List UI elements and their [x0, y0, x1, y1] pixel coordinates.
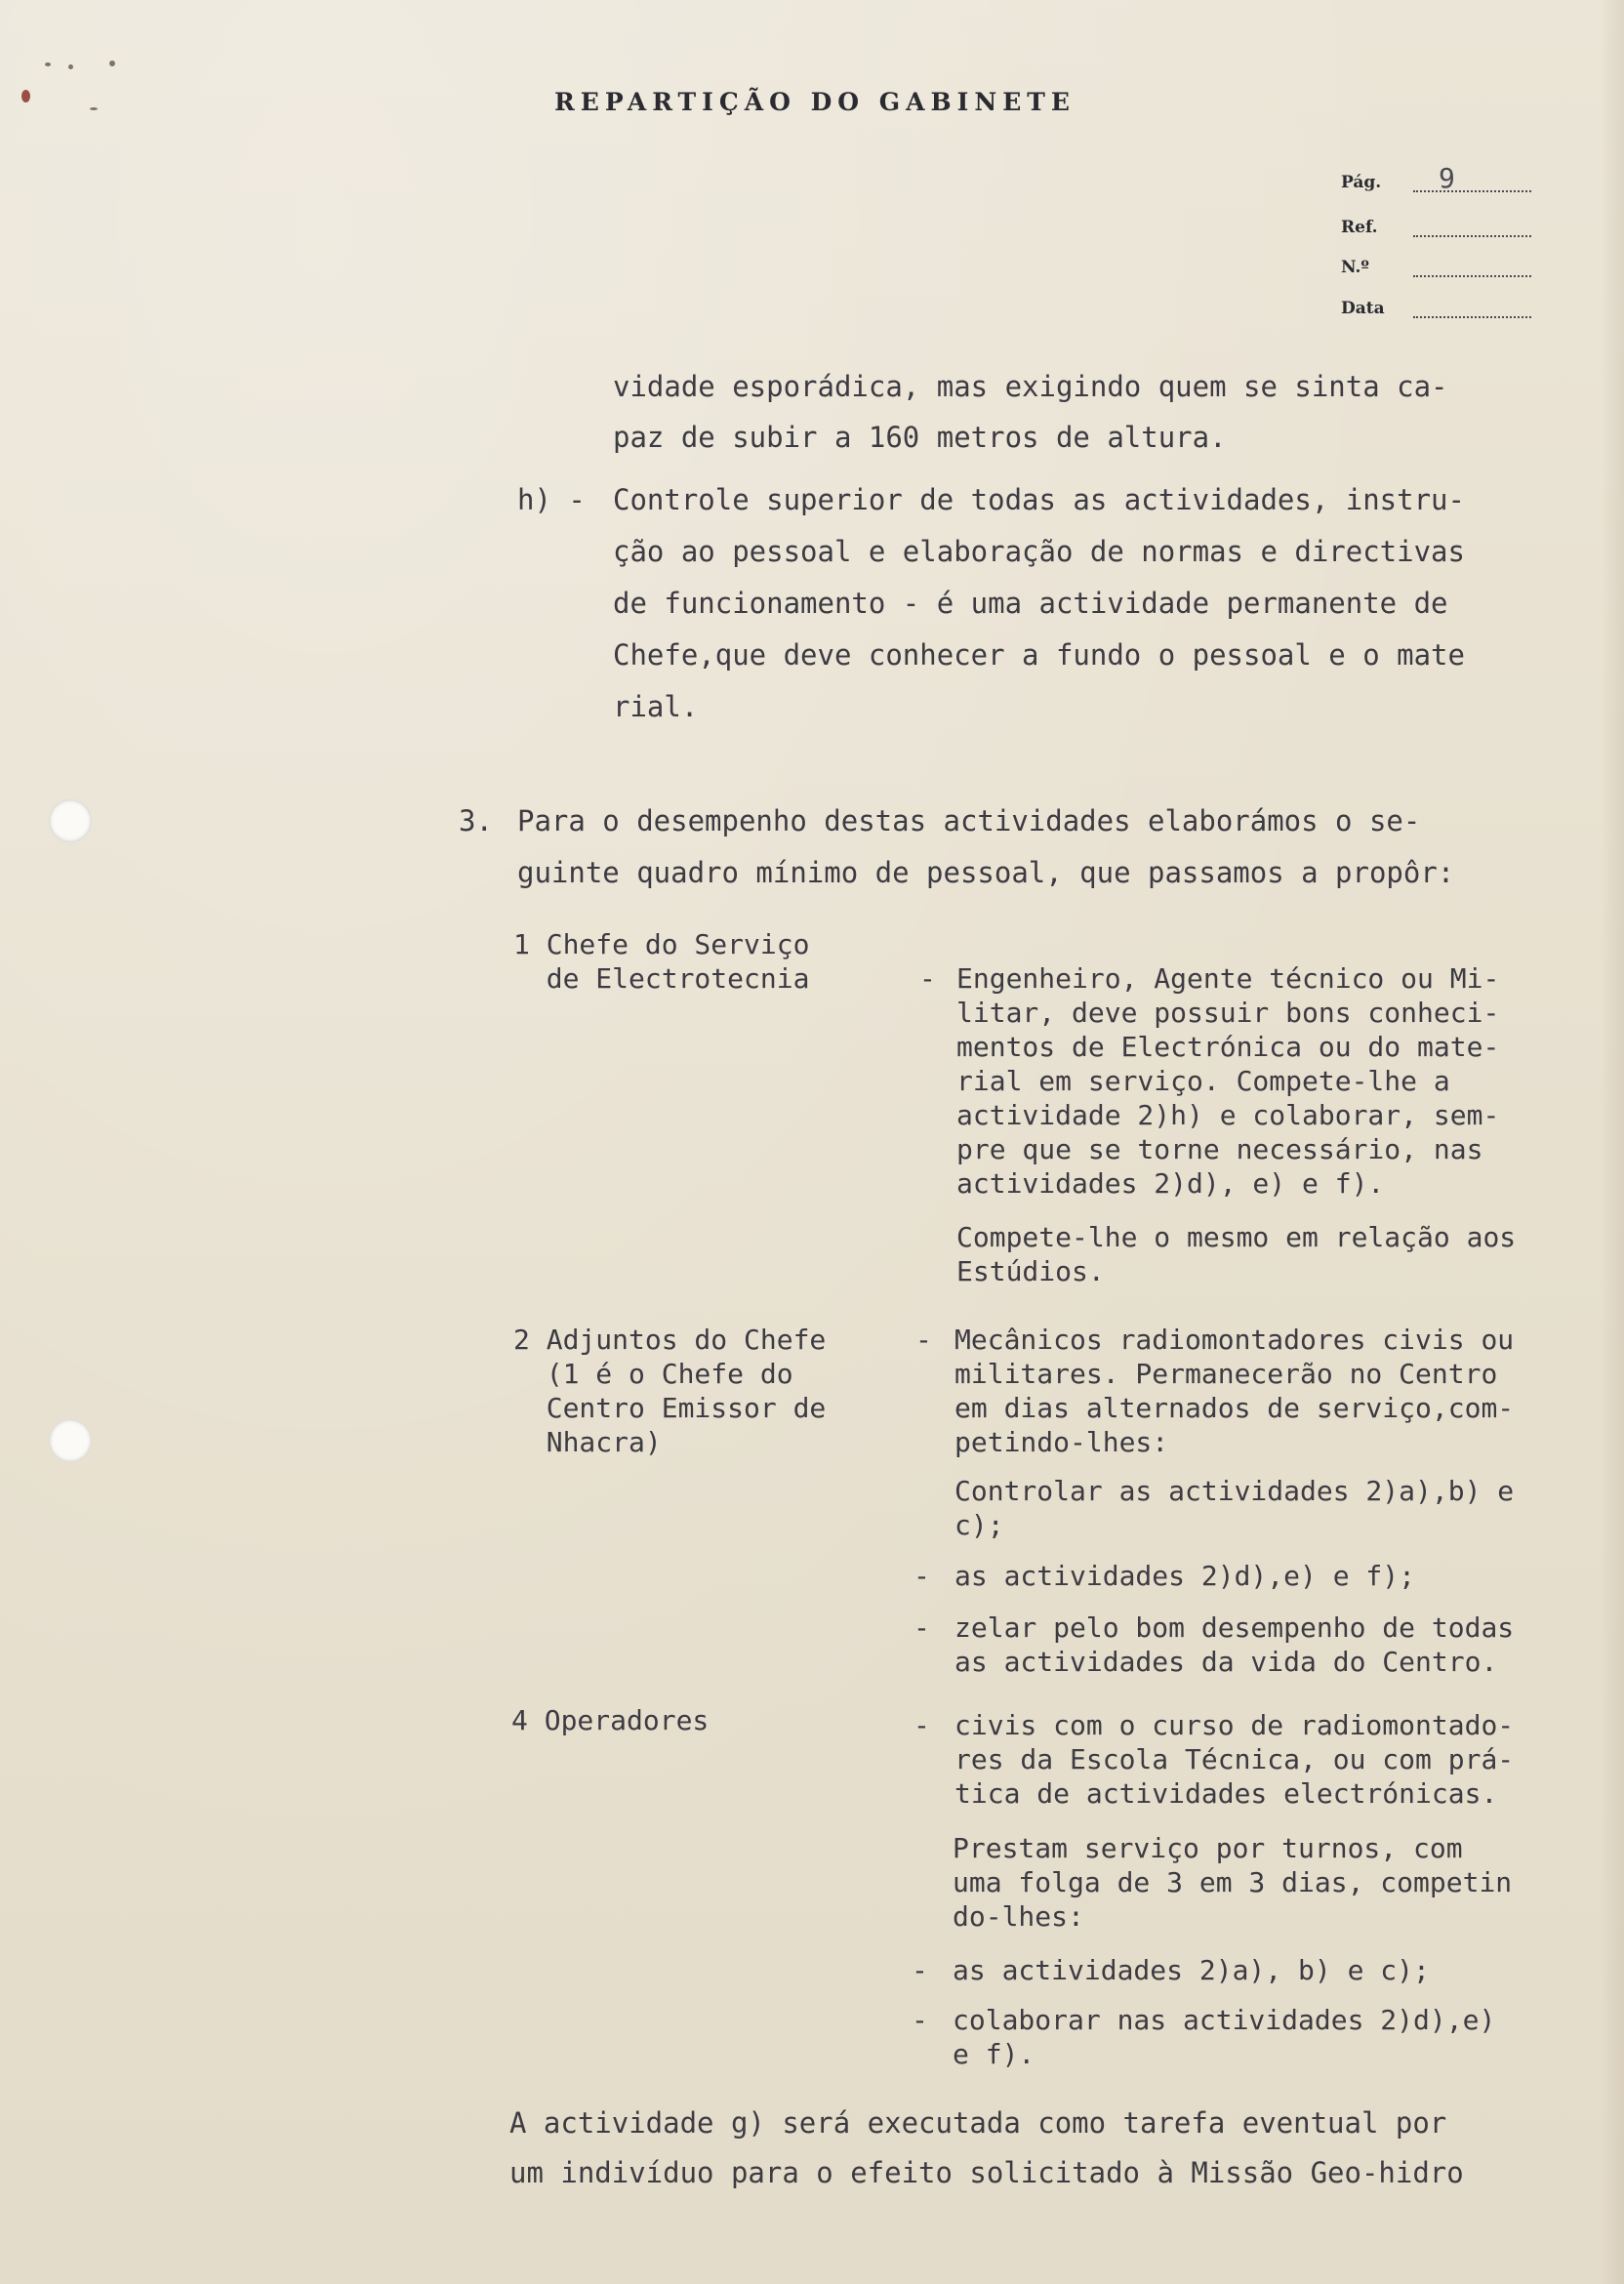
- meta-page-row: [1341, 162, 1531, 196]
- ink-speck: [21, 90, 30, 102]
- meta-ref-label: Ref.: [1341, 218, 1378, 237]
- staff-role-line: 4 Operadores: [511, 1704, 710, 1736]
- staff-role-line: (1 é o Chefe do: [513, 1358, 793, 1390]
- staff-desc-line: civis com o curso de radiomontado-: [954, 1709, 1515, 1741]
- item-h-line: Chefe,que deve conhecer a fundo o pessoal e o mate: [613, 638, 1465, 672]
- staff-desc-line: militares. Permanecerão no Centro: [954, 1358, 1498, 1390]
- letterhead-title: REPARTIÇÃO DO GABINETE: [554, 88, 1076, 116]
- body-text-line: vidade esporádica, mas exigindo quem se sinta ca-: [613, 370, 1448, 403]
- staff-desc-line: e f).: [953, 2038, 1035, 2070]
- staff-desc-line: c);: [954, 1509, 1004, 1541]
- staff-dash: -: [912, 1954, 928, 1986]
- meta-page-label: Pág.: [1341, 173, 1382, 192]
- staff-desc-line: Engenheiro, Agente técnico ou Mi-: [956, 962, 1500, 995]
- item-h-line: de funcionamento - é uma actividade permanente de: [613, 587, 1448, 620]
- staff-desc-line: actividades 2)d), e) e f).: [956, 1167, 1385, 1200]
- item-h-line: ção ao pessoal e elaboração de normas e directivas: [613, 535, 1465, 568]
- ink-speck: [90, 107, 98, 110]
- item-h-line: Controle superior de todas as actividades, instru-: [613, 483, 1465, 516]
- staff-dash: -: [912, 2004, 928, 2036]
- staff-desc-line: Estúdios.: [956, 1255, 1105, 1287]
- staff-desc-line: as actividades da vida do Centro.: [954, 1646, 1498, 1678]
- staff-desc-line: res da Escola Técnica, ou com prá-: [954, 1743, 1515, 1775]
- staff-desc-line: Prestam serviço por turnos, com: [953, 1832, 1463, 1864]
- staff-desc-line: pre que se torne necessário, nas: [956, 1133, 1483, 1165]
- item-h-line: rial.: [613, 690, 699, 723]
- staff-desc-line: tica de actividades electrónicas.: [954, 1777, 1498, 1810]
- section-3-number: 3.: [459, 804, 493, 837]
- staff-dash: -: [915, 1324, 932, 1356]
- punch-hole-bottom: [49, 1419, 92, 1462]
- staff-role-line: 1 Chefe do Serviço: [513, 928, 810, 960]
- staff-dash: -: [919, 962, 936, 995]
- meta-date-row: [1341, 293, 1531, 322]
- meta-ref-row: [1341, 212, 1531, 241]
- staff-dash: -: [914, 1611, 930, 1644]
- section-3-line: Para o desempenho destas actividades elaborámos o se-: [517, 804, 1421, 837]
- staff-desc-line: mentos de Electrónica ou do mate-: [956, 1031, 1500, 1063]
- staff-role-line: Centro Emissor de: [513, 1392, 827, 1424]
- item-h-marker: h) -: [517, 483, 586, 516]
- page-edge-shadow: [1601, 0, 1624, 2284]
- staff-desc-line: em dias alternados de serviço,com-: [954, 1392, 1515, 1424]
- staff-desc-line: actividade 2)h) e colaborar, sem-: [956, 1099, 1500, 1131]
- staff-desc-line: colaborar nas actividades 2)d),e): [953, 2004, 1496, 2036]
- staff-desc-line: uma folga de 3 em 3 dias, competin: [953, 1866, 1513, 1898]
- meta-page-value: 9: [1439, 162, 1455, 194]
- meta-number-line: [1413, 275, 1531, 277]
- meta-page-line: [1413, 190, 1531, 192]
- staff-desc-line: do-lhes:: [953, 1900, 1084, 1933]
- closing-line: um indivíduo para o efeito solicitado à Missão Geo-hidro: [509, 2156, 1464, 2189]
- body-text-line: paz de subir a 160 metros de altura.: [613, 421, 1227, 454]
- ink-speck: [68, 64, 73, 69]
- staff-desc-line: petindo-lhes:: [954, 1426, 1169, 1458]
- staff-role-line: Nhacra): [513, 1426, 662, 1458]
- staff-role-line: de Electrotecnia: [513, 962, 810, 995]
- staff-desc-line: Controlar as actividades 2)a),b) e: [954, 1475, 1515, 1507]
- staff-desc-line: as actividades 2)a), b) e c);: [953, 1954, 1430, 1986]
- staff-role-line: 2 Adjuntos do Chefe: [513, 1324, 827, 1356]
- staff-dash: -: [914, 1560, 930, 1592]
- ink-speck: [109, 61, 115, 66]
- ink-speck: [45, 62, 51, 66]
- meta-ref-line: [1413, 235, 1531, 237]
- punch-hole-top: [49, 799, 92, 842]
- staff-desc-line: Compete-lhe o mesmo em relação aos: [956, 1221, 1517, 1253]
- meta-number-label: N.º: [1341, 258, 1369, 277]
- staff-dash: -: [914, 1709, 930, 1741]
- staff-desc-line: litar, deve possuir bons conheci-: [956, 997, 1500, 1029]
- meta-date-label: Data: [1341, 299, 1385, 318]
- section-3-line: guinte quadro mínimo de pessoal, que passamos a propôr:: [517, 856, 1455, 889]
- staff-desc-line: rial em serviço. Compete-lhe a: [956, 1065, 1450, 1097]
- staff-desc-line: zelar pelo bom desempenho de todas: [954, 1611, 1515, 1644]
- staff-desc-line: as actividades 2)d),e) e f);: [954, 1560, 1416, 1592]
- meta-date-line: [1413, 316, 1531, 318]
- closing-line: A actividade g) será executada como tarefa eventual por: [509, 2106, 1447, 2140]
- meta-number-row: [1341, 252, 1531, 281]
- staff-desc-line: Mecânicos radiomontadores civis ou: [954, 1324, 1515, 1356]
